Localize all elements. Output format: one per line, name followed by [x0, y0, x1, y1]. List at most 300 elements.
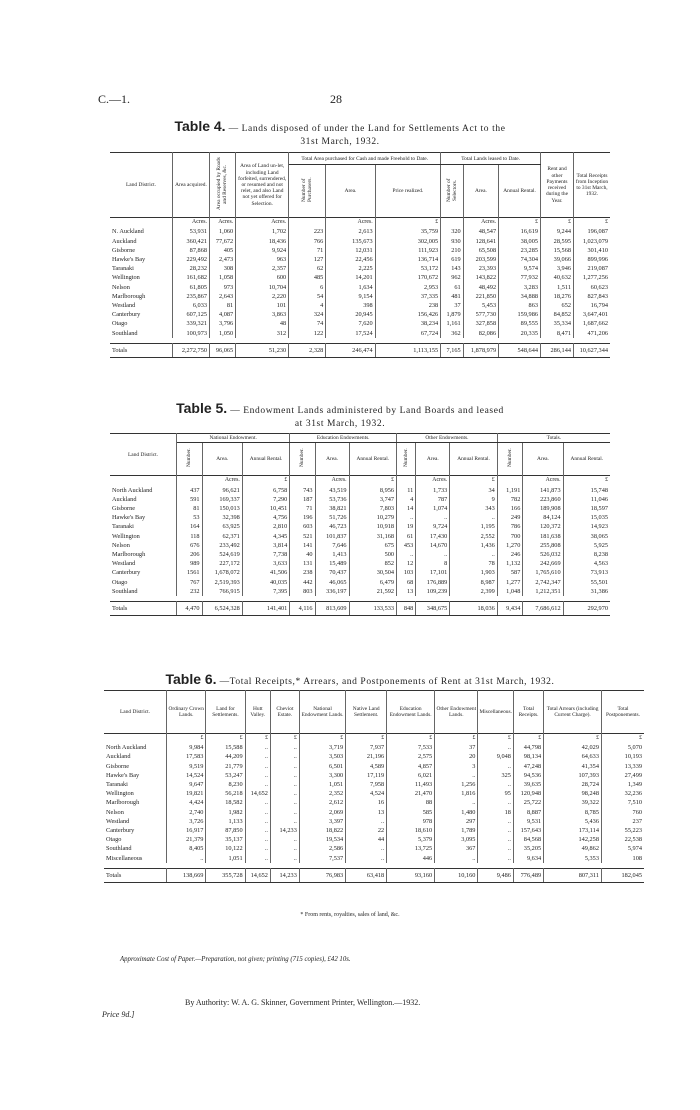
t6-cell: 585	[387, 808, 435, 817]
t6-cell: 2,352	[299, 789, 345, 798]
t4-cell: 48,547	[463, 227, 498, 236]
t5-cell: 21,592	[349, 587, 397, 596]
t4-cell: 135,673	[326, 237, 375, 246]
t4-cell: 1,023,079	[582, 237, 608, 245]
t6-cell: 108	[632, 854, 642, 862]
table-row	[110, 513, 610, 522]
t6-cell: 94,536	[513, 771, 543, 780]
t6-cell: 18	[478, 808, 514, 817]
t5-cell: 5,925	[593, 541, 608, 549]
t4-cell: 3,946	[541, 264, 574, 273]
t6-cell: ..	[270, 743, 299, 752]
t6-cell: 39,322	[544, 798, 602, 807]
t6-cell: 4,857	[387, 762, 435, 771]
t5-cell: 1,436	[450, 541, 498, 550]
t5-cell: 46,065	[315, 578, 349, 587]
t6-cell: 3,095	[435, 835, 478, 844]
t6-cell: 13,339	[624, 762, 642, 770]
t5-cell: 989	[177, 559, 203, 568]
t4-cell: 210	[441, 246, 463, 255]
t4-cell: 61,805	[173, 283, 210, 292]
t4-cell: 324	[289, 310, 326, 319]
t4-cell: 143,822	[463, 273, 498, 282]
t4-district-name: Taranaki	[110, 264, 173, 273]
t5-cell: 109,239	[416, 587, 450, 596]
t4-cell: 899,996	[587, 256, 608, 264]
t5-cell: 1,413	[315, 550, 349, 559]
t5-cell: 526,032	[523, 550, 563, 559]
t6-cell: 39,635	[513, 780, 543, 789]
t6-h-col: Land for Settlements.	[206, 691, 245, 734]
t6-h-col: Other Endowment Lands.	[435, 691, 478, 734]
t6-h-col: Total Arrears (including Current Charge).	[544, 691, 602, 734]
t5-cell: 63,925	[202, 522, 242, 531]
t6-cell: ..	[245, 854, 270, 863]
table4	[110, 152, 610, 358]
t5-h-number	[177, 443, 203, 476]
t4-cell: 82,086	[463, 329, 498, 338]
t5-cell: 118	[177, 532, 203, 541]
t6-cell: 120,948	[513, 789, 543, 798]
t4-total-cell: 51,230	[236, 343, 289, 357]
t5-cell: 255,808	[523, 541, 563, 550]
t6-cell: 367	[435, 844, 478, 853]
t4-cell: 481	[441, 292, 463, 301]
table4-title	[80, 120, 600, 149]
t4-cell: 20,945	[326, 310, 375, 319]
t6-cell: ..	[478, 817, 514, 826]
t6-cell: ..	[478, 762, 514, 771]
t4-cell: 122	[289, 329, 326, 338]
t5-district-name: Otago	[110, 578, 177, 587]
t5-h-group-national: National Endowment.	[177, 434, 290, 443]
t6-cell: 760	[632, 808, 642, 816]
t5-cell: 1,195	[450, 522, 498, 531]
t4-units-blank	[110, 218, 173, 228]
t4-totals-label: Totals	[110, 343, 173, 357]
t5-total-cell: 141,401	[242, 602, 290, 616]
t6-cell: ..	[270, 789, 299, 798]
t4-cell: 111,923	[375, 246, 441, 255]
t4-district-name: Southland	[110, 329, 173, 338]
t6-units-blank	[104, 734, 167, 744]
t6-total-cell: 10,160	[435, 868, 478, 882]
t6-h-col: Total Receipts.	[513, 691, 543, 734]
t5-cell: 1561	[177, 568, 203, 577]
t6-h-col: Hutt Valley.	[245, 691, 270, 734]
t6-cell: ..	[245, 808, 270, 817]
t4-district-name: Canterbury	[110, 310, 173, 319]
t5-cell: 2,519,393	[202, 578, 242, 587]
t4-cell: 398	[326, 301, 375, 310]
t6-cell: 21,779	[206, 762, 245, 771]
t5-unit	[397, 476, 416, 486]
t4-cell: 74	[289, 319, 326, 328]
t6-district-name: Southland	[104, 844, 167, 853]
t6-district-name: Miscellaneous	[104, 854, 167, 863]
t5-cell: 141,873	[523, 486, 563, 495]
t5-cell: 766,915	[202, 587, 242, 596]
t6-cell: 7,937	[346, 743, 387, 752]
t5-h-number	[290, 443, 315, 476]
t6-cell: 16	[346, 798, 387, 807]
t6-cell: 8,230	[206, 780, 245, 789]
t5-h-area: Area.	[523, 443, 563, 476]
t4-cell: 35,334	[541, 319, 574, 328]
t6-cell: ..	[478, 743, 514, 752]
t6-district-name: Westland	[104, 817, 167, 826]
table4-title-line2: 31st March, 1932.	[300, 137, 380, 147]
t5-cell: 787	[416, 495, 450, 504]
t4-unit: Acres.	[173, 218, 210, 228]
t5-cell: 38,065	[590, 532, 608, 540]
t6-cell: 17,583	[167, 752, 206, 761]
t4-cell: 2,643	[210, 292, 236, 301]
t4-cell: 2,613	[326, 227, 375, 236]
t4-cell: 53,172	[375, 264, 441, 273]
t4-cell: 221,850	[463, 292, 498, 301]
t5-unit	[290, 476, 315, 486]
t5-cell: 41,506	[242, 568, 290, 577]
t4-cell: 84,852	[541, 310, 574, 319]
t6-cell: 9,647	[167, 780, 206, 789]
t5-h-group-other: Other Endowments.	[397, 434, 498, 443]
t6-cell: 9,531	[513, 817, 543, 826]
t6-cell: ..	[270, 752, 299, 761]
table-row	[110, 587, 610, 596]
t5-cell: 4,345	[242, 532, 290, 541]
t5-h-area: Area.	[416, 443, 450, 476]
t4-cell: 77,932	[499, 273, 541, 282]
t4-cell: 81	[210, 301, 236, 310]
t6-district-name: North Auckland	[104, 743, 167, 752]
t6-cell: 2,575	[387, 752, 435, 761]
t5-total-cell: 292,970	[563, 602, 610, 616]
table5	[110, 433, 610, 616]
t4-cell: 38,005	[499, 237, 541, 246]
t4-cell: 6	[289, 283, 326, 292]
t5-cell: 591	[177, 495, 203, 504]
t5-cell: 2,810	[242, 522, 290, 531]
t5-cell: 782	[497, 495, 523, 504]
t6-cell: 16,917	[167, 826, 206, 835]
t6-total-cell: 138,669	[167, 868, 206, 882]
t6-cell: 1,480	[435, 808, 478, 817]
t6-district-name: Nelson	[104, 808, 167, 817]
t5-cell: 19	[397, 522, 416, 531]
t5-cell: 38,821	[315, 504, 349, 513]
t5-cell: 7,290	[242, 495, 290, 504]
t6-cell: 37	[435, 743, 478, 752]
t5-unit: Acres.	[523, 476, 563, 486]
t6-cell: 10,193	[624, 753, 642, 761]
table-row	[110, 504, 610, 513]
t5-cell: 437	[177, 486, 203, 495]
t4-cell: 339,321	[173, 319, 210, 328]
t6-h-col: Cheviot Estate.	[270, 691, 299, 734]
t4-cell: 1,161	[441, 319, 463, 328]
table-row	[110, 310, 610, 319]
t4-cell: 3,283	[499, 283, 541, 292]
t4-cell: 7,620	[326, 319, 375, 328]
t6-cell: 47,248	[513, 762, 543, 771]
t4-cell: 89,555	[499, 319, 541, 328]
t4-cell: 8,471	[541, 329, 574, 338]
t4-cell: 161,682	[173, 273, 210, 282]
t5-h-number-text: Number.	[186, 448, 193, 468]
t4-cell: 14,201	[326, 273, 375, 282]
t6-cell: 9,048	[478, 752, 514, 761]
t4-cell: 362	[441, 329, 463, 338]
t6-cell: 5,436	[544, 817, 602, 826]
t6-cell: ..	[346, 854, 387, 863]
t6-unit: £	[299, 734, 345, 744]
t5-cell: 8,987	[450, 578, 498, 587]
t6-cell: ..	[435, 798, 478, 807]
t6-cell: 42,029	[544, 743, 602, 752]
t5-cell: 46,723	[315, 522, 349, 531]
table5-title-line1: — Endowment Lands administered by Land Boards and leased	[230, 406, 504, 416]
t6-cell: 21,379	[167, 835, 206, 844]
t4-cell: 23,285	[499, 246, 541, 255]
t5-cell: 189,908	[523, 504, 563, 513]
t4-district-name: Marlborough	[110, 292, 173, 301]
t6-cell: ..	[245, 826, 270, 835]
t5-cell: 786	[497, 522, 523, 531]
t6-cell: 14,652	[245, 789, 270, 798]
t5-h-area: Area.	[202, 443, 242, 476]
t4-cell: 9,574	[499, 264, 541, 273]
t5-cell: 803	[290, 587, 315, 596]
t6-h-col: Ordinary Crown Lands.	[167, 691, 206, 734]
t4-cell: 28,232	[173, 264, 210, 273]
t4-district-name: Auckland	[110, 237, 173, 246]
t4-cell: 54	[289, 292, 326, 301]
t6-cell: 2,586	[299, 844, 345, 853]
t4-total-cell: 246,474	[326, 343, 375, 357]
t4-unit	[289, 218, 326, 228]
t4-cell: 1,277,256	[582, 274, 608, 282]
t5-cell: 81	[177, 504, 203, 513]
t4-cell: 312	[236, 329, 289, 338]
t4-cell: 4	[289, 301, 326, 310]
t4-cell: 48	[236, 319, 289, 328]
t5-h-area: Area.	[315, 443, 349, 476]
t4-cell: 1,050	[210, 329, 236, 338]
t4-cell: 22,456	[326, 255, 375, 264]
t5-cell: 524,619	[202, 550, 242, 559]
t4-total-cell: 548,644	[499, 343, 541, 357]
t6-cell: 88	[387, 798, 435, 807]
t6-cell: 32,236	[624, 790, 642, 798]
t5-unit: £	[605, 477, 608, 484]
t4-h-total-receipts: Total Receipts from Inception to 31st March, 1932.	[575, 172, 609, 198]
t6-cell: 8,785	[544, 808, 602, 817]
t6-cell: 35,205	[513, 844, 543, 853]
t5-cell: 15,489	[315, 559, 349, 568]
t5-total-cell: 813,609	[315, 602, 349, 616]
t4-cell: 71	[289, 246, 326, 255]
t6-cell: 1,051	[206, 854, 245, 863]
t5-h-group-education: Education Endowments.	[290, 434, 397, 443]
t5-cell: 32,398	[202, 513, 242, 522]
t6-cell: ..	[478, 798, 514, 807]
table-row	[110, 541, 610, 550]
t5-cell: 18,597	[590, 505, 608, 513]
t6-cell: 53,247	[206, 771, 245, 780]
t6-cell: 19,821	[167, 789, 206, 798]
t4-cell: 327,858	[463, 319, 498, 328]
table-row	[104, 762, 644, 771]
t6-cell: 3,719	[299, 743, 345, 752]
t6-cell: 3,726	[167, 817, 206, 826]
t5-cell: 442	[290, 578, 315, 587]
t6-district-name: Taranaki	[104, 780, 167, 789]
t4-cell: 77,672	[210, 237, 236, 246]
t6-cell: 95	[478, 789, 514, 798]
t4-total-cell: 2,328	[289, 343, 326, 357]
t4-cell: 203,599	[463, 255, 498, 264]
t4-cell: 607,125	[173, 310, 210, 319]
t4-cell: 223	[289, 227, 326, 236]
t5-cell: 1,733	[416, 486, 450, 495]
t5-cell: 51,726	[315, 513, 349, 522]
t4-cell: 136,714	[375, 255, 441, 264]
table-row	[110, 255, 610, 264]
t5-district-name: Nelson	[110, 541, 177, 550]
t4-cell: 87,868	[173, 246, 210, 255]
t6-cell: ..	[245, 835, 270, 844]
t5-cell: 43,519	[315, 486, 349, 495]
t4-cell: 5,453	[463, 301, 498, 310]
t4-cell: 60,623	[590, 283, 608, 291]
t6-cell: 173,114	[544, 826, 602, 835]
t6-cell: 1,133	[206, 817, 245, 826]
table-row	[110, 495, 610, 504]
t6-cell: 25,722	[513, 798, 543, 807]
document-code: C.—1.	[98, 92, 131, 106]
t6-cell: 98,134	[513, 752, 543, 761]
t5-cell: 31,168	[349, 532, 397, 541]
t4-cell: 600	[236, 273, 289, 282]
table-row	[110, 578, 610, 587]
t4-h-roads: Area occupied by Roads and Reserves, &c.	[210, 153, 236, 218]
table-row	[110, 227, 610, 236]
t6-cell: 157,643	[513, 826, 543, 835]
t6-cell: 3,397	[299, 817, 345, 826]
t5-cell: 169,337	[202, 495, 242, 504]
t5-cell: 73,913	[590, 569, 608, 577]
t6-cell: 64,633	[544, 752, 602, 761]
table5-title-line2: at 31st March, 1932.	[294, 419, 386, 429]
t6-cell: ..	[245, 780, 270, 789]
t6-cell: ..	[270, 854, 299, 863]
t6-cell: 98,248	[544, 789, 602, 798]
t5-cell: 1,191	[497, 486, 523, 495]
t5-cell: 223,860	[523, 495, 563, 504]
t6-cell: 4,524	[346, 789, 387, 798]
t5-cell: 2,399	[450, 587, 498, 596]
table-row	[110, 319, 610, 328]
t5-cell: 1,132	[497, 559, 523, 568]
t6-h-col: Miscellaneous.	[478, 691, 514, 734]
table-row	[104, 771, 644, 780]
t5-cell: 1,270	[497, 541, 523, 550]
table6-header	[104, 691, 644, 734]
t5-cell: 676	[177, 541, 203, 550]
table-row	[104, 743, 644, 752]
t4-unit: £	[375, 218, 441, 228]
t5-cell: ..	[416, 513, 450, 522]
table4-title-line1: — Lands disposed of under the Land for Settlements Act to the	[228, 124, 506, 134]
t4-cell: 6,033	[173, 301, 210, 310]
t4-cell: 1,058	[210, 273, 236, 282]
t6-total-cell: 14,233	[270, 868, 299, 882]
t6-total-cell: 182,045	[601, 868, 644, 882]
t5-cell: 1,678,072	[202, 568, 242, 577]
t6-cell: ..	[270, 780, 299, 789]
table-row	[110, 559, 610, 568]
t6-cell: 6,501	[299, 762, 345, 771]
table5-label: Table 5.	[176, 400, 228, 416]
t6-cell: 44	[346, 835, 387, 844]
t6-total-cell: 14,652	[245, 868, 270, 882]
t4-cell: 235,867	[173, 292, 210, 301]
t4-h-area: Area.	[326, 165, 375, 218]
t5-cell: 233,492	[202, 541, 242, 550]
t4-cell: 67,724	[375, 329, 441, 338]
t6-cell: 14,233	[270, 826, 299, 835]
t5-cell: 246	[497, 550, 523, 559]
t5-cell: 8,238	[593, 551, 608, 559]
t4-cell: 196,087	[587, 228, 608, 236]
t6-unit: £	[346, 734, 387, 744]
table-row	[104, 844, 644, 853]
t5-unit: £	[450, 476, 498, 486]
t6-cell: 978	[387, 817, 435, 826]
t5-total-cell: 9,434	[497, 602, 523, 616]
t5-cell: 62,371	[202, 532, 242, 541]
t5-cell: 71	[290, 504, 315, 513]
t6-cell: 27,499	[624, 771, 642, 779]
t4-cell: 766	[289, 237, 326, 246]
t4-cell: 17,524	[326, 329, 375, 338]
t5-cell: 8,956	[349, 486, 397, 495]
t6-cell: 5,379	[387, 835, 435, 844]
table-row	[110, 568, 610, 577]
t6-total-cell: 776,489	[513, 868, 543, 882]
t6-unit: £	[544, 734, 602, 744]
t5-total-cell: 848	[397, 602, 416, 616]
t5-district-name: Gisborne	[110, 504, 177, 513]
t6-cell: 7,537	[299, 854, 345, 863]
t5-district-name: Wellington	[110, 532, 177, 541]
t4-cell: 3,863	[236, 310, 289, 319]
t4-h-rent-other: Rent and other Payments received during the Year.	[541, 153, 574, 218]
t5-h-number	[497, 443, 523, 476]
t4-total-cell: 2,272,750	[173, 343, 210, 357]
t4-unit: Acres.	[463, 218, 498, 228]
t6-cell: ..	[270, 817, 299, 826]
t5-cell: 8	[416, 559, 450, 568]
t5-cell: 150,013	[202, 504, 242, 513]
t5-district-name: North Auckland	[110, 486, 177, 495]
t5-unit: Acres.	[315, 476, 349, 486]
t5-cell: 1,074	[416, 504, 450, 513]
t6-totals-label: Totals	[104, 868, 167, 882]
table-row	[110, 273, 610, 282]
t6-unit: £	[435, 734, 478, 744]
